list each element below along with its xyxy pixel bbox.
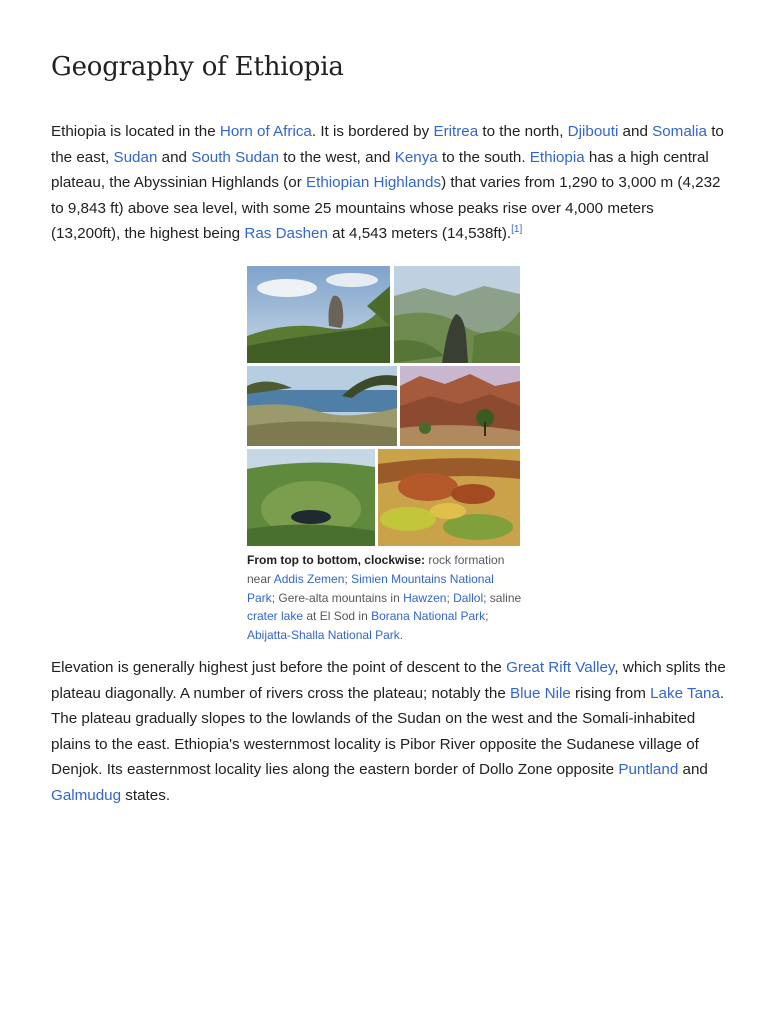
link-kenya[interactable]: Kenya xyxy=(394,148,438,166)
text: to the north, xyxy=(478,123,568,140)
caption-heading: From top to bottom, clockwise: xyxy=(247,553,426,567)
text: ; Gere-alta mountains in xyxy=(271,590,404,605)
text: rock formation near xyxy=(247,553,505,586)
text: and xyxy=(678,761,708,779)
link-south-sudan[interactable]: South Sudan xyxy=(191,148,280,166)
link-ethiopia[interactable]: Ethiopia xyxy=(529,148,585,166)
link-sudan[interactable]: Sudan xyxy=(113,148,158,166)
link-abijatta-shalla-national-park[interactable]: Abijatta-Shalla National Park xyxy=(247,628,400,643)
link-hawzen[interactable]: Hawzen xyxy=(403,590,447,605)
figure-caption xyxy=(247,551,523,645)
link-lake-tana[interactable]: Lake Tana xyxy=(650,684,720,702)
link-horn-of-africa[interactable]: Horn of Africa xyxy=(219,123,312,140)
text: and xyxy=(157,148,192,166)
reference-link[interactable]: [1] xyxy=(511,224,523,236)
link-ras-dashen[interactable]: Ras Dashen xyxy=(244,225,328,243)
text: to the west, and xyxy=(279,148,395,166)
link-dallol[interactable]: Dallol xyxy=(453,590,484,605)
link-addis-zemen[interactable]: Addis Zemen xyxy=(273,571,345,586)
text: ; xyxy=(344,571,352,586)
text: to the east, xyxy=(51,123,724,166)
text: ) that varies from 1,290 to 3,000 m (4,232 to 9,843 ft) above sea level, with some 25 mountains whose peaks rise over 4,000 meters (13,200ft), the highest being xyxy=(51,174,721,243)
text: at El Sod in xyxy=(303,609,372,624)
photo-abijatta-shalla[interactable] xyxy=(378,449,520,546)
link-ethiopian-highlands[interactable]: Ethiopian Highlands xyxy=(305,174,442,192)
link-simien-mountains-national-park[interactable]: Simien Mountains National Park xyxy=(247,571,494,605)
link-somalia[interactable]: Somalia xyxy=(652,123,707,140)
link-puntland[interactable]: Puntland xyxy=(618,761,679,779)
photo-crater-lake[interactable] xyxy=(247,449,375,546)
link-great-rift-valley[interactable]: Great Rift Valley xyxy=(506,659,615,676)
link-galmudug[interactable]: Galmudug xyxy=(51,786,122,804)
link-djibouti[interactable]: Djibouti xyxy=(567,123,619,140)
text: states. xyxy=(121,786,171,804)
photo-rock-formation[interactable] xyxy=(247,266,390,363)
text: , which splits the plateau diagonally. A number of rivers cross the plateau; notably the xyxy=(51,659,726,702)
text: and xyxy=(618,123,653,140)
elevation-paragraph xyxy=(51,655,727,809)
intro-paragraph xyxy=(51,119,727,247)
text: ; saline xyxy=(483,590,522,605)
photo-gere-alta-mountains[interactable] xyxy=(247,366,397,446)
link-blue-nile[interactable]: Blue Nile xyxy=(510,684,571,702)
text: to the south. xyxy=(437,148,530,166)
text: ; xyxy=(485,609,489,624)
text: has a high central plateau, the Abyssinian Highlands (or xyxy=(51,148,709,192)
link-crater-lake[interactable]: crater lake xyxy=(247,609,304,624)
link-borana-national-park[interactable]: Borana National Park xyxy=(371,609,486,624)
page-title: Geography of Ethiopia xyxy=(51,52,344,82)
photo-simien-mountains[interactable] xyxy=(394,266,520,363)
text: ; xyxy=(446,590,454,605)
text: rising from xyxy=(570,684,651,702)
text: at 4,543 meters (14,538ft). xyxy=(327,225,512,243)
text: Elevation is generally highest just before the point of descent to the xyxy=(51,659,507,676)
text: . The plateau gradually slopes to the lowlands of the Sudan on the west and the Somali-inhabited plains to the east. Ethiopia's westernmost locality is Pibor River opposite the Sudanese village of Denjok. Its easternmost locality lies along the eastern border of Dollo Zone opposite xyxy=(51,684,725,779)
text: . xyxy=(399,628,404,643)
text: Ethiopia is located in the xyxy=(51,123,220,140)
text: . It is bordered by xyxy=(311,123,434,140)
link-eritrea[interactable]: Eritrea xyxy=(433,123,479,140)
photo-dallol-cliffs[interactable] xyxy=(400,366,520,446)
